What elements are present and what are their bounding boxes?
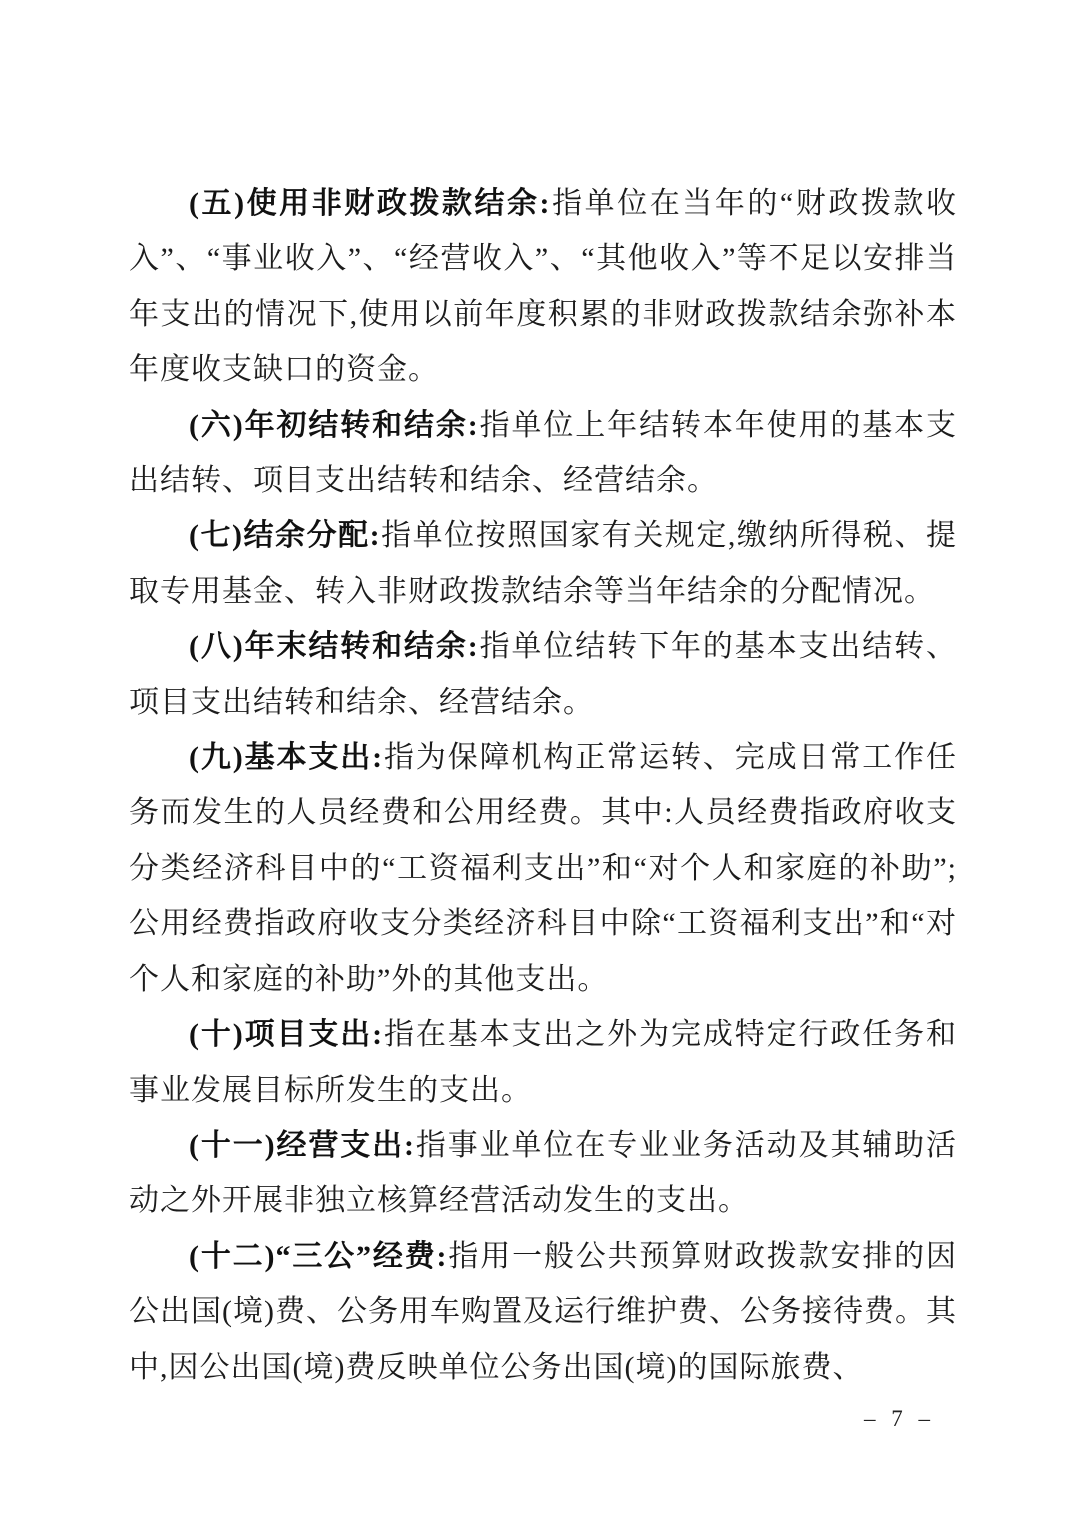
term-label-operating-expenditure: (十一)经营支出: bbox=[189, 1128, 416, 1162]
definition-paragraph-10 bbox=[129, 1007, 957, 1118]
term-definition: 指事业单位在专业业务活动及其辅助活动之外开展非独立核算经营活动发生的支出。 bbox=[129, 1128, 957, 1218]
term-definition: 指单位在当年的“财政拨款收入”、“事业收入”、“经营收入”、“其他收入”等不足以安排当年支出的情况下,使用以前年度积累的非财政拨款结余弥补本年度收支缺口的资金。 bbox=[129, 187, 957, 387]
definition-paragraph-7 bbox=[129, 508, 957, 619]
term-label-three-public-expenses: (十二)“三公”经费: bbox=[189, 1239, 448, 1273]
term-label-project-expenditure: (十)项目支出: bbox=[189, 1018, 384, 1052]
term-definition: 指为保障机构正常运转、完成日常工作任务而发生的人员经费和公用经费。其中:人员经费指政府收支分类经济科目中的“工资福利支出”和“对个人和家庭的补助”;公用经费指政府收支分类经济科目中除“工资福利支出”和“对个人和家庭的补助”外的其他支出。 bbox=[129, 741, 957, 996]
definition-paragraph-6 bbox=[129, 398, 957, 509]
definition-paragraph-12 bbox=[129, 1229, 957, 1395]
term-definition: 指单位结转下年的基本支出结转、项目支出结转和结余、经营结余。 bbox=[129, 630, 957, 719]
term-definition: 指单位按照国家有关规定,缴纳所得税、提取专用基金、转入非财政拨款结余等当年结余的分配情况。 bbox=[129, 519, 957, 608]
definition-paragraph-9 bbox=[129, 730, 957, 1007]
definitions-text-block bbox=[129, 176, 957, 1395]
term-definition: 指在基本支出之外为完成特定行政任务和事业发展目标所发生的支出。 bbox=[129, 1018, 957, 1107]
definition-paragraph-8 bbox=[129, 619, 957, 730]
term-label-basic-expenditure: (九)基本支出: bbox=[189, 741, 384, 775]
term-definition: 指单位上年结转本年使用的基本支出结转、项目支出结转和结余、经营结余。 bbox=[129, 408, 957, 498]
term-label-year-end-carryover: (八)年末结转和结余: bbox=[189, 630, 479, 664]
page-number: – 7 – bbox=[864, 1406, 935, 1431]
term-label-surplus-distribution: (七)结余分配: bbox=[189, 519, 381, 553]
term-definition: 指用一般公共预算财政拨款安排的因公出国(境)费、公务用车购置及运行维护费、公务接待费。其中,因公出国(境)费反映单位公务出国(境)的国际旅费、 bbox=[129, 1239, 957, 1384]
term-label-beginning-year-carryover: (六)年初结转和结余: bbox=[189, 408, 479, 442]
term-label-use-of-nonfiscal-carryover: (五)使用非财政拨款结余: bbox=[189, 187, 551, 220]
definition-paragraph-11 bbox=[129, 1118, 957, 1229]
definition-paragraph-5 bbox=[129, 176, 957, 398]
